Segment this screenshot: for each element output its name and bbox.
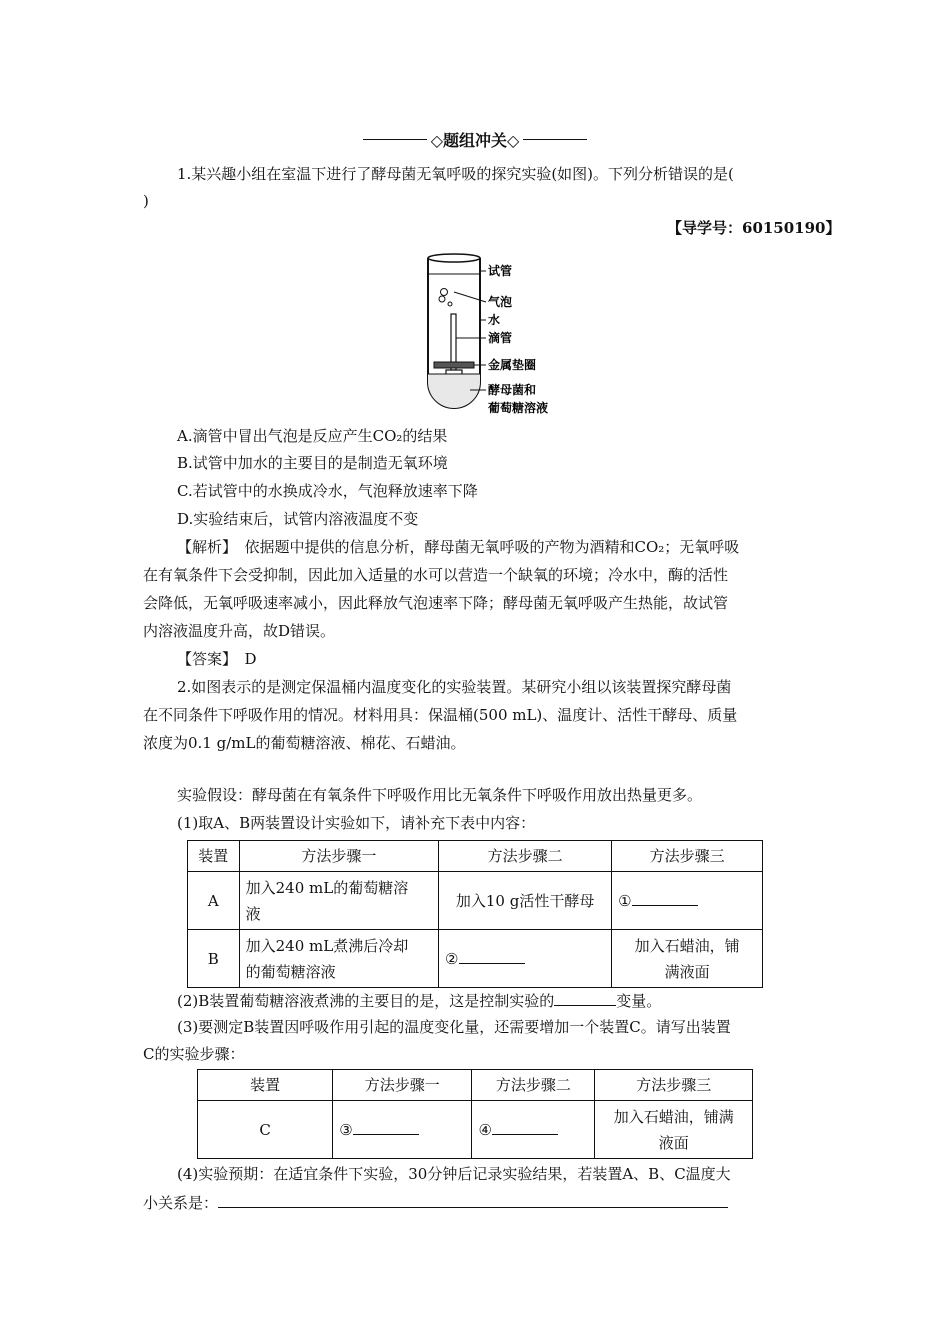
label-bubble: 气泡 [488,295,513,309]
q1-option-d: D.实验结束后，试管内溶液温度不变 [177,510,419,528]
table1-header-step1: 方法步骤一 [239,841,438,872]
q2-part4-line1: (4)实验预期：在适宜条件下实验，30分钟后记录实验结果，若装置A、B、C温度大 [177,1165,731,1183]
q2-part4-line2: 小关系是： [143,1191,728,1213]
metal-washer [434,362,474,368]
test-tube-figure [420,252,570,420]
q2-part2: (2)B装置葡萄糖溶液煮沸的主要目的是，这是控制实验的 变量。 [177,989,661,1011]
table1-b-step2[interactable]: ② [439,930,612,988]
bubble [448,302,452,306]
table-c [197,1069,753,1159]
title-rule-left [363,139,427,140]
bubble [441,289,448,296]
table-ab [187,840,763,988]
table2-header-step3: 方法步骤三 [595,1070,753,1101]
q1-option-a: A.滴管中冒出气泡是反应产生CO₂的结果 [177,427,448,445]
answer-blank-1 [632,889,698,906]
table1-a-step2: 加入10 g活性干酵母 [439,872,612,930]
q1-answer: 【答案】 D [177,650,257,668]
answer-blank-3 [353,1118,419,1135]
table1-device-b: B [188,930,240,988]
q1-stem-line1: 1.某兴趣小组在室温下进行了酵母菌无氧呼吸的探究实验(如图)。下列分析错误的是( [177,165,734,183]
table1-header-device: 装置 [188,841,240,872]
q2-part3-line2: C的实验步骤： [143,1045,245,1063]
answer-blank-4 [492,1118,558,1135]
table2-device-c: C [198,1101,333,1159]
table2-c-step2[interactable]: ④ [472,1101,595,1159]
table1-b-step1: 加入240 mL煮沸后冷却 的葡萄糖溶液 [239,930,438,988]
q1-option-c: C.若试管中的水换成冷水，气泡释放速率下降 [177,482,478,500]
table1-header-step3: 方法步骤三 [612,841,763,872]
label-dropper: 滴管 [488,331,513,345]
label-metal-washer: 金属垫圈 [488,358,537,372]
q1-analysis-line1: 【解析】 依据题中提供的信息分析，酵母菌无氧呼吸的产物为酒精和CO₂；无氧呼吸 [177,538,740,556]
table1-header-step2: 方法步骤二 [439,841,612,872]
q1-stem-line2: ) [143,192,149,210]
title-rule-right [523,139,587,140]
q1-analysis-line4: 内溶液温度升高，故D错误。 [143,622,336,640]
answer-blank-variable[interactable] [554,989,616,1006]
q1-analysis-line3: 会降低，无氧呼吸速率减小，因此释放气泡速率下降；酵母菌无氧呼吸产生热能，故试管 [143,594,729,612]
label-yeast: 酵母菌和 [488,383,537,397]
label-test-tube: 试管 [488,264,513,278]
table1-a-step3[interactable]: ① [612,872,763,930]
answer-blank-2 [459,947,525,964]
table2-header-device: 装置 [198,1070,333,1101]
q2-stem-line1: 2.如图表示的是测定保温桶内温度变化的实验装置。某研究小组以该装置探究酵母菌 [177,678,732,696]
q2-part3-line1: (3)要测定B装置因呼吸作用引起的温度变化量，还需要增加一个装置C。请写出装置 [177,1018,731,1036]
label-water: 水 [488,313,501,327]
table1-device-a: A [188,872,240,930]
q2-stem-line3: 浓度为0.1 g/mL的葡萄糖溶液、棉花、石蜡油。 [143,734,466,752]
q1-analysis-line2: 在有氧条件下会受抑制，因此加入适量的水可以营造一个缺氧的环境；冷水中，酶的活性 [143,566,729,584]
label-glucose: 葡萄糖溶液 [488,401,549,415]
table1-a-step1: 加入240 mL的葡萄糖溶 液 [239,872,438,930]
q1-guide-number: 【导学号：60150190】 [667,219,841,237]
q2-stem-line2: 在不同条件下呼吸作用的情况。材料用具：保温桶(500 mL)、温度计、活性干酵母、质量 [143,706,738,724]
section-header [0,128,950,151]
test-tube-mouth [428,254,480,262]
bubble [439,296,445,302]
table2-c-step3: 加入石蜡油，铺满 液面 [595,1101,753,1159]
table2-header-step1: 方法步骤一 [333,1070,472,1101]
q2-hypothesis: 实验假设：酵母菌在有氧条件下呼吸作用比无氧条件下呼吸作用放出热量更多。 [177,786,703,804]
section-title: ◇题组冲关◇ [430,131,520,150]
table2-header-step2: 方法步骤二 [472,1070,595,1101]
answer-blank-prediction[interactable] [218,1191,728,1208]
q1-option-b: B.试管中加水的主要目的是制造无氧环境 [177,454,448,472]
table1-b-step3: 加入石蜡油，铺 满液面 [612,930,763,988]
yeast-solution [428,374,480,408]
table2-c-step1[interactable]: ③ [333,1101,472,1159]
q2-part1: (1)取A、B两装置设计实验如下，请补充下表中内容： [177,814,536,832]
